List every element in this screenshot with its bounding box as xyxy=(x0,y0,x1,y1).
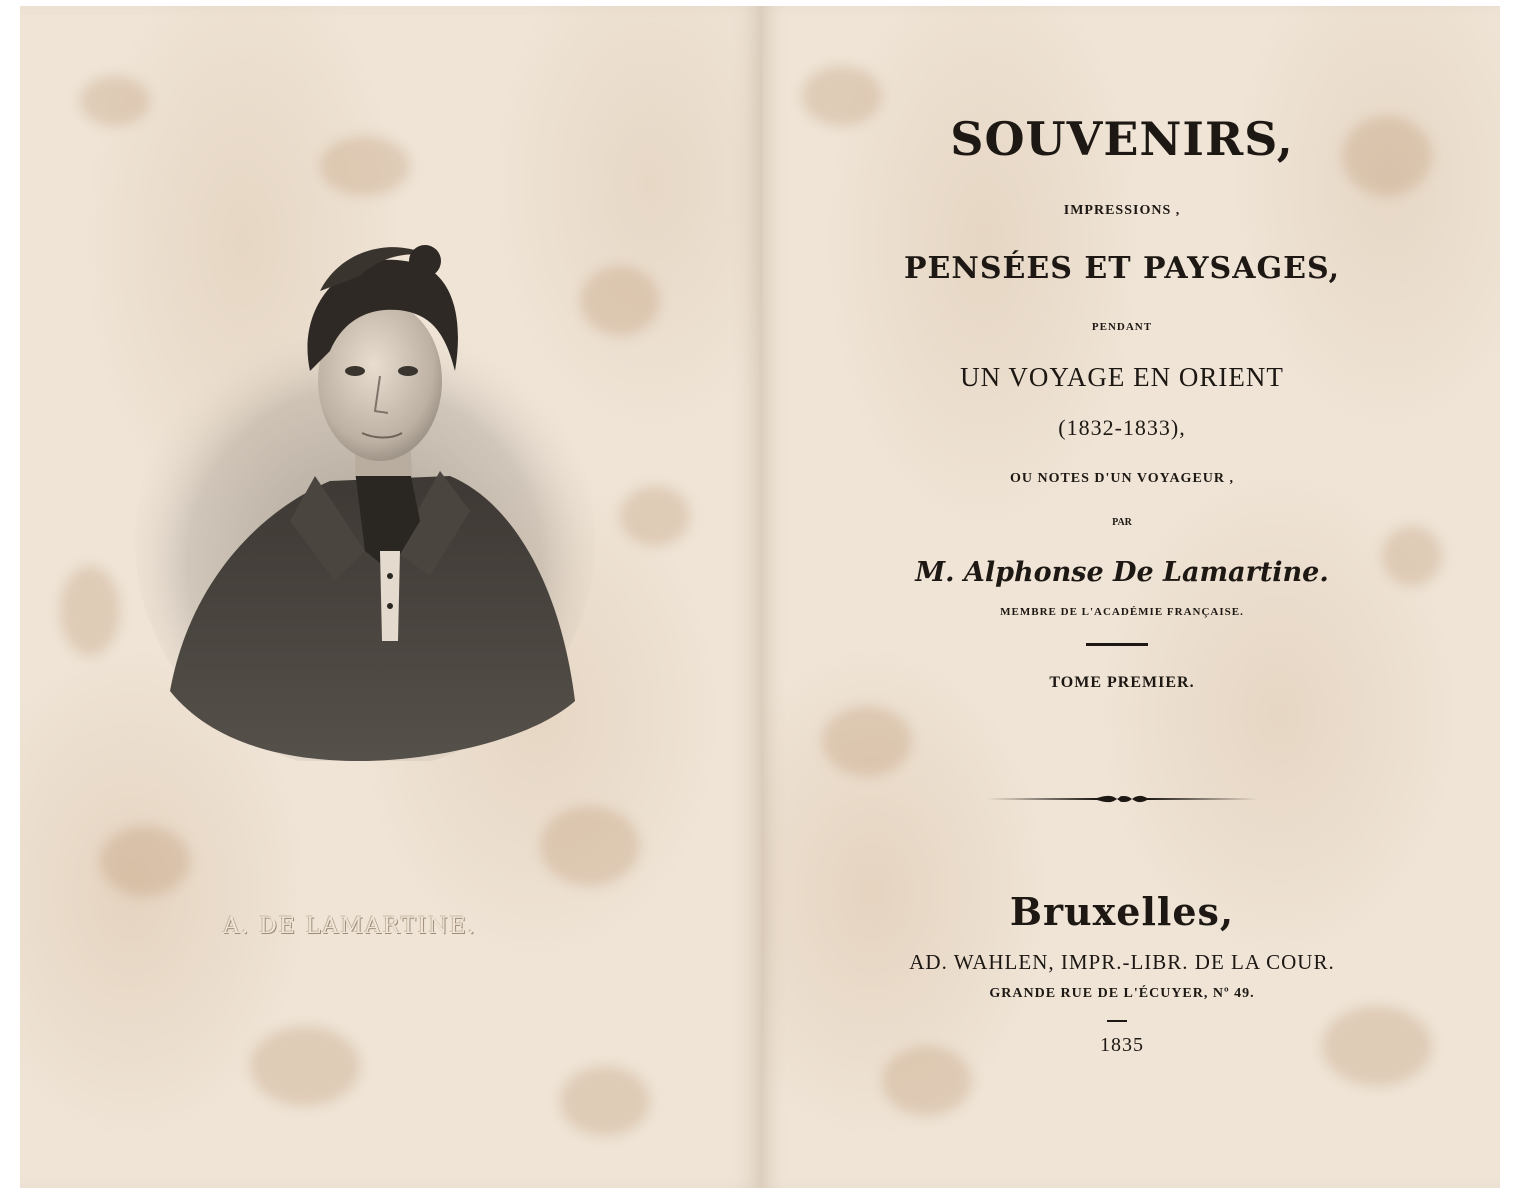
byline-par: PAR xyxy=(1112,517,1132,528)
subtitle-dates: (1832-1833), xyxy=(1058,415,1186,440)
subtitle-pensees: PENSÉES ET PAYSAGES, xyxy=(903,251,1341,286)
book-title: SOUVENIRS, xyxy=(950,112,1294,166)
imprint-city: Bruxelles, xyxy=(1009,889,1235,934)
imprint-year: 1835 xyxy=(1100,1034,1144,1056)
frontispiece-page xyxy=(20,6,763,1188)
subtitle-impressions: IMPRESSIONS , xyxy=(1063,203,1181,218)
divider-rule xyxy=(1086,643,1148,646)
imprint-publisher: AD. WAHLEN, IMPR.-LIBR. DE LA COUR. xyxy=(909,950,1335,974)
ornamental-rule xyxy=(987,790,1257,808)
volume-label: TOME PREMIER. xyxy=(1049,674,1195,691)
book-spread xyxy=(20,6,1500,1188)
small-divider-rule xyxy=(1107,1020,1127,1022)
subtitle-pendant: PENDANT xyxy=(1091,321,1153,333)
author-membership: MEMBRE DE L'ACADÉMIE FRANÇAISE. xyxy=(1000,606,1244,618)
author-name: M. Alphonse De Lamartine. xyxy=(915,557,1329,588)
subtitle-notes: OU NOTES D'UN VOYAGEUR , xyxy=(1009,471,1235,486)
portrait-caption: A. DE LAMARTINE. xyxy=(223,914,477,939)
imprint-address: GRANDE RUE DE L'ÉCUYER, Nº 49. xyxy=(989,986,1255,1001)
subtitle-voyage: UN VOYAGE EN ORIENT xyxy=(960,362,1284,392)
author-portrait xyxy=(130,221,600,761)
title-text-block xyxy=(762,6,1482,1188)
